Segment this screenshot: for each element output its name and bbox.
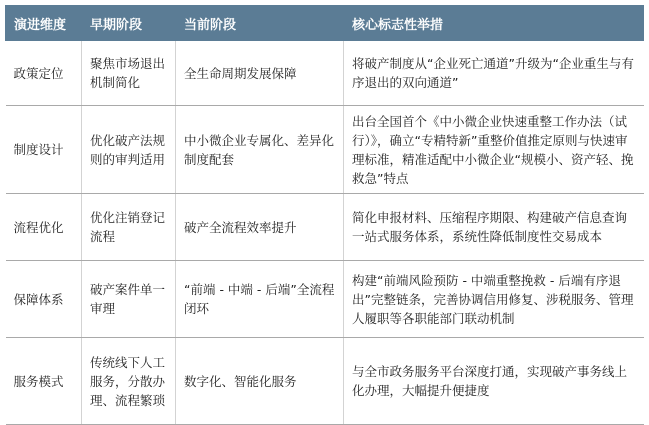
cell-dimension: 制度设计 <box>6 106 82 194</box>
cell-current: 破产全流程效率提升 <box>176 194 344 261</box>
evolution-table <box>5 5 644 425</box>
cell-dimension: 服务模式 <box>6 338 82 425</box>
cell-dimension: 保障体系 <box>6 261 82 338</box>
cell-measure: 与全市政务服务平台深度打通，实现破产事务线上化办理，大幅提升便捷度 <box>344 338 644 425</box>
cell-current: “前端 - 中端 - 后端”全流程闭环 <box>176 261 344 338</box>
cell-current: 数字化、智能化服务 <box>176 338 344 425</box>
cell-early: 优化破产法规则的审判适用 <box>82 106 176 194</box>
table-row <box>6 106 644 194</box>
table-row <box>6 338 644 425</box>
table-row <box>6 261 644 338</box>
header-key-measures: 核心标志性举措 <box>344 6 644 41</box>
cell-measure: 出台全国首个《中小微企业快速重整工作办法（试行）》，确立“专精特新”重整价值推定原则与快速审理标准，精准适配中小微企业“规模小、资产轻、挽救急”特点 <box>344 106 644 194</box>
header-early-stage: 早期阶段 <box>82 6 176 41</box>
cell-early: 传统线下人工服务，分散办理、流程繁琐 <box>82 338 176 425</box>
cell-early: 优化注销登记流程 <box>82 194 176 261</box>
cell-early: 聚焦市场退出机制简化 <box>82 41 176 106</box>
cell-dimension: 流程优化 <box>6 194 82 261</box>
cell-measure: 简化申报材料、压缩程序期限、构建破产信息查询一站式服务体系，系统性降低制度性交易成本 <box>344 194 644 261</box>
table-row <box>6 194 644 261</box>
table-header-row <box>6 6 644 41</box>
header-current-stage: 当前阶段 <box>176 6 344 41</box>
cell-current: 中小微企业专属化、差异化制度配套 <box>176 106 344 194</box>
header-dimension: 演进维度 <box>6 6 82 41</box>
cell-dimension: 政策定位 <box>6 41 82 106</box>
cell-early: 破产案件单一审理 <box>82 261 176 338</box>
table-row <box>6 41 644 106</box>
cell-measure: 将破产制度从“企业死亡通道”升级为“企业重生与有序退出的双向通道” <box>344 41 644 106</box>
cell-measure: 构建“前端风险预防 - 中端重整挽救 - 后端有序退出”完整链条，完善协调信用修复、涉税服务、管理人履职等各职能部门联动机制 <box>344 261 644 338</box>
comparison-table-container <box>5 5 643 408</box>
cell-current: 全生命周期发展保障 <box>176 41 344 106</box>
